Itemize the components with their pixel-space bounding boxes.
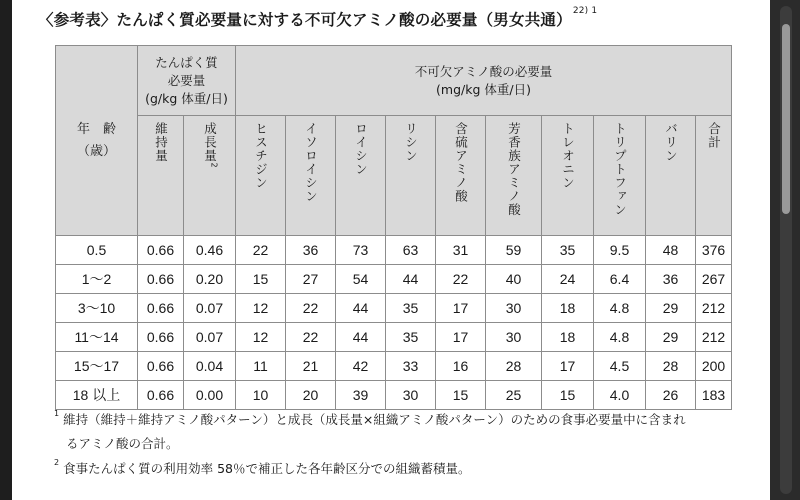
cell-value: 15 [236, 265, 286, 294]
cell-value: 63 [386, 236, 436, 265]
cell-value: 18 [542, 323, 594, 352]
header-threonine [542, 116, 594, 236]
cell-value: 0.04 [184, 352, 236, 381]
cell-value: 24 [542, 265, 594, 294]
header-protein-line1: たんぱく質 [155, 54, 218, 70]
cell-value: 15 [542, 381, 594, 410]
cell-value: 29 [646, 323, 696, 352]
cell-value: 12 [236, 323, 286, 352]
table-row [56, 352, 732, 381]
cell-value: 35 [542, 236, 594, 265]
cell-value: 0.66 [138, 381, 184, 410]
header-growth-text: 成長量 [202, 122, 218, 163]
cell-value: 26 [646, 381, 696, 410]
cell-value: 28 [646, 352, 696, 381]
footnote-1-continued [62, 434, 179, 452]
header-isoleucine-label: イソロイシン [303, 122, 319, 203]
footnote-1-mark: 1 [54, 409, 60, 418]
cell-value: 44 [336, 323, 386, 352]
cell-value: 21 [286, 352, 336, 381]
cell-value: 17 [542, 352, 594, 381]
cell-value: 30 [386, 381, 436, 410]
cell-value: 20 [286, 381, 336, 410]
footnote-2-line1: 食事たんぱく質の利用効率 58％で補正した各年齢区分での組織蓄積量。 [63, 461, 471, 476]
cell-value: 31 [436, 236, 486, 265]
footnote-1-line1: 維持（維持＋維持アミノ酸パターン）と成長（成長量×組織アミノ酸パターン）のための食事必要量中に含まれ [63, 412, 686, 427]
cell-value: 4.5 [594, 352, 646, 381]
header-valine [646, 116, 696, 236]
cell-age: 18 以上 [56, 381, 138, 410]
cell-value: 28 [486, 352, 542, 381]
scrollbar-thumb[interactable] [782, 24, 790, 214]
cell-value: 22 [436, 265, 486, 294]
cell-value: 212 [696, 294, 732, 323]
footnote-2-mark: 2 [54, 458, 60, 467]
header-protein-line2: 必要量 [167, 72, 206, 88]
header-valine-label: バリン [663, 122, 679, 163]
cell-age: 0.5 [56, 236, 138, 265]
cell-value: 0.20 [184, 265, 236, 294]
header-aromatic-amino-acids-label: 芳香族アミノ酸 [506, 122, 522, 217]
cell-value: 376 [696, 236, 732, 265]
cell-value: 200 [696, 352, 732, 381]
footnote-2 [54, 459, 470, 477]
cell-value: 59 [486, 236, 542, 265]
cell-value: 6.4 [594, 265, 646, 294]
cell-value: 36 [286, 236, 336, 265]
amino-acid-requirement-table [55, 45, 732, 410]
cell-value: 29 [646, 294, 696, 323]
table-row [56, 265, 732, 294]
cell-value: 35 [386, 323, 436, 352]
cell-value: 11 [236, 352, 286, 381]
cell-age: 11～14 [56, 323, 138, 352]
header-growth [184, 116, 236, 236]
cell-age: 15～17 [56, 352, 138, 381]
cell-value: 0.66 [138, 236, 184, 265]
cell-value: 39 [336, 381, 386, 410]
cell-value: 4.8 [594, 294, 646, 323]
cell-value: 183 [696, 381, 732, 410]
cell-value: 22 [236, 236, 286, 265]
header-lysine [386, 116, 436, 236]
cell-value: 9.5 [594, 236, 646, 265]
cell-value: 0.66 [138, 352, 184, 381]
cell-value: 0.66 [138, 294, 184, 323]
cell-value: 267 [696, 265, 732, 294]
header-histidine-label: ヒスチジン [253, 122, 269, 190]
table-title-text: 〈参考表〉たんぱく質必要量に対する不可欠アミノ酸の必要量（男女共通） [38, 11, 572, 29]
cell-value: 18 [542, 294, 594, 323]
header-amino-acids [236, 46, 732, 116]
header-histidine [236, 116, 286, 236]
cell-value: 0.07 [184, 294, 236, 323]
cell-value: 36 [646, 265, 696, 294]
header-maintenance-label: 維持量 [153, 122, 169, 163]
header-growth-label [201, 116, 219, 169]
header-isoleucine [286, 116, 336, 236]
header-amino-acids-unit: (mg/kg 体重/日) [436, 81, 531, 97]
header-total-label: 合計 [706, 122, 722, 149]
cell-value: 73 [336, 236, 386, 265]
footnote-1 [54, 410, 686, 428]
cell-value: 17 [436, 323, 486, 352]
table-title [38, 8, 597, 30]
cell-value: 17 [436, 294, 486, 323]
header-aromatic-amino-acids [486, 116, 542, 236]
header-maintenance [138, 116, 184, 236]
header-age-label: 年 齢 [76, 121, 116, 137]
header-total [696, 116, 732, 236]
cell-value: 0.66 [138, 265, 184, 294]
cell-value: 0.66 [138, 323, 184, 352]
cell-value: 35 [386, 294, 436, 323]
cell-value: 44 [386, 265, 436, 294]
cell-value: 25 [486, 381, 542, 410]
header-tryptophan [594, 116, 646, 236]
cell-value: 27 [286, 265, 336, 294]
cell-value: 42 [336, 352, 386, 381]
table-title-reference: 22) 1 [572, 6, 598, 16]
cell-value: 22 [286, 323, 336, 352]
window-left-edge [0, 0, 12, 500]
cell-value: 0.07 [184, 323, 236, 352]
cell-value: 48 [646, 236, 696, 265]
cell-value: 16 [436, 352, 486, 381]
cell-value: 22 [286, 294, 336, 323]
header-protein-unit: (g/kg 体重/日) [145, 90, 228, 106]
cell-value: 12 [236, 294, 286, 323]
header-leucine [336, 116, 386, 236]
cell-value: 44 [336, 294, 386, 323]
header-lysine-label: リシン [403, 122, 419, 163]
cell-value: 0.00 [184, 381, 236, 410]
cell-value: 33 [386, 352, 436, 381]
header-tryptophan-label: トリプトファン [612, 122, 628, 217]
cell-age: 3～10 [56, 294, 138, 323]
header-protein [138, 46, 236, 116]
table-row [56, 381, 732, 410]
table-row [56, 294, 732, 323]
header-leucine-label: ロイシン [353, 122, 369, 176]
header-sulfur-amino-acids-label: 含硫アミノ酸 [453, 122, 469, 203]
table-body [56, 236, 732, 410]
cell-value: 4.8 [594, 323, 646, 352]
table-row [56, 236, 732, 265]
header-amino-acids-title: 不可欠アミノ酸の必要量 [414, 63, 553, 79]
cell-value: 54 [336, 265, 386, 294]
header-growth-sup: 2 [209, 162, 219, 169]
cell-value: 40 [486, 265, 542, 294]
cell-value: 30 [486, 294, 542, 323]
cell-value: 0.46 [184, 236, 236, 265]
cell-age: 1～2 [56, 265, 138, 294]
cell-value: 4.0 [594, 381, 646, 410]
cell-value: 30 [486, 323, 542, 352]
table-row [56, 323, 732, 352]
footnote-1-line2: るアミノ酸の合計。 [66, 436, 179, 451]
cell-value: 10 [236, 381, 286, 410]
cell-value: 15 [436, 381, 486, 410]
header-threonine-label: トレオニン [560, 122, 576, 190]
header-age-unit: （歳） [76, 143, 116, 159]
cell-value: 212 [696, 323, 732, 352]
header-age [56, 46, 138, 236]
header-sulfur-amino-acids [436, 116, 486, 236]
